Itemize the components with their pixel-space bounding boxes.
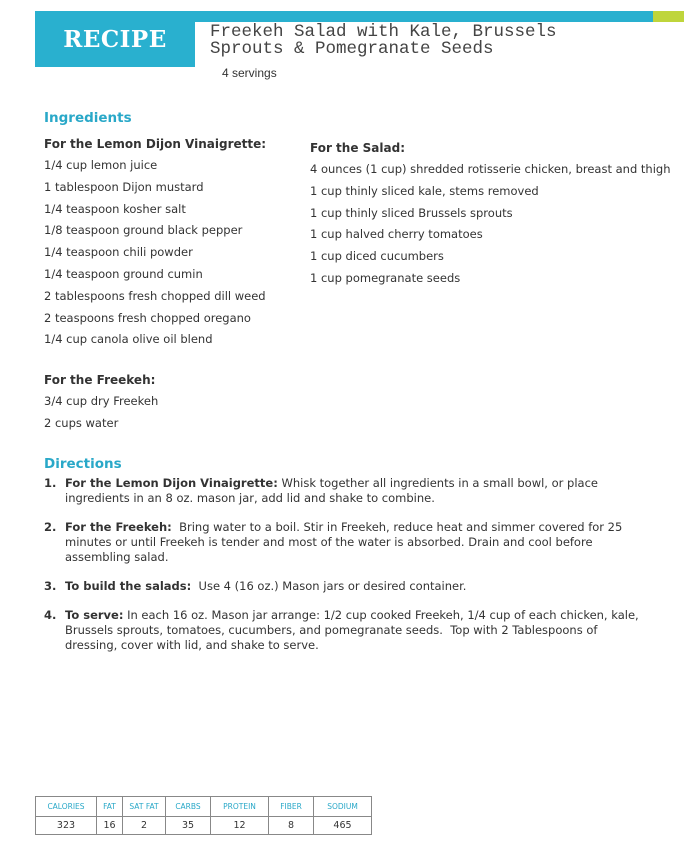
direction-step	[44, 520, 644, 565]
directions-heading: Directions	[44, 456, 122, 472]
nutrition-header-sodium: SODIUM	[314, 797, 372, 817]
ingredient-item: 1 cup thinly sliced kale, stems removed	[310, 183, 539, 198]
nutrition-values-row	[36, 817, 372, 835]
nutrition-value-fat: 16	[97, 817, 123, 835]
salad-title: For the Salad:	[310, 141, 405, 155]
step-number: 4.	[44, 608, 57, 622]
nutrition-value-carbs: 35	[166, 817, 211, 835]
recipe-title	[210, 24, 670, 58]
vinaigrette-list	[44, 155, 266, 351]
step-text: In each 16 oz. Mason jar arrange: 1/2 cup cooked Freekeh, 1/4 cup of each chicken, kale, Brussels sprouts, tomatoes, cucumbers, and pomegranate seeds. Top with 2 Tablespoons of dressing, cover with lid, and shake to serve.	[65, 608, 643, 652]
step-label: For the Lemon Dijon Vinaigrette:	[65, 476, 278, 490]
direction-step	[44, 579, 644, 594]
salad-ingredients	[310, 137, 671, 290]
step-text: Whisk together all ingredients in a small bowl, or place ingredients in an 8 oz. mason jar, add lid and shake to combine.	[65, 476, 602, 505]
nutrition-value-fiber: 8	[269, 817, 314, 835]
ingredient-item: 2 teaspoons fresh chopped oregano	[44, 310, 251, 325]
freekeh-ingredients	[44, 369, 158, 435]
step-number: 1.	[44, 476, 57, 490]
nutrition-header-calories: CALORIES	[36, 797, 97, 817]
nutrition-header-fiber: FIBER	[269, 797, 314, 817]
salad-list	[310, 159, 671, 290]
ingredient-item: 1/8 teaspoon ground black pepper	[44, 223, 243, 238]
nutrition-value-sodium: 465	[314, 817, 372, 835]
ingredient-item: 1/4 teaspoon chili powder	[44, 245, 193, 260]
ingredients-heading: Ingredients	[44, 110, 132, 126]
step-number: 2.	[44, 520, 57, 534]
directions-list	[44, 476, 644, 667]
nutrition-value-protein: 12	[211, 817, 269, 835]
nutrition-header-sat-fat: SAT FAT	[123, 797, 166, 817]
ingredient-item: 1 cup thinly sliced Brussels sprouts	[310, 205, 513, 220]
nutrition-header-carbs: CARBS	[166, 797, 211, 817]
recipe-title-line-2: Sprouts & Pomegranate Seeds	[210, 39, 494, 59]
ingredient-item: 1/4 cup canola olive oil blend	[44, 332, 213, 347]
step-body	[65, 608, 644, 653]
ingredient-item: 1/4 teaspoon ground cumin	[44, 266, 203, 281]
header-bar-accent	[653, 11, 684, 22]
step-label: To build the salads:	[65, 579, 192, 593]
direction-step	[44, 476, 644, 506]
recipe-badge-label: RECIPE	[63, 25, 167, 53]
ingredient-item: 1/4 teaspoon kosher salt	[44, 201, 186, 216]
ingredient-item: 1 tablespoon Dijon mustard	[44, 179, 204, 194]
nutrition-header-row	[36, 797, 372, 817]
nutrition-value-sat-fat: 2	[123, 817, 166, 835]
step-body	[65, 520, 644, 565]
step-number: 3.	[44, 579, 57, 593]
direction-step	[44, 608, 644, 653]
vinaigrette-title: For the Lemon Dijon Vinaigrette:	[44, 137, 267, 151]
freekeh-list	[44, 391, 158, 435]
ingredient-item: 1 cup diced cucumbers	[310, 249, 444, 264]
recipe-badge	[35, 11, 195, 67]
nutrition-value-calories: 323	[36, 817, 97, 835]
nutrition-table	[35, 796, 372, 835]
step-body	[65, 579, 466, 594]
ingredient-item: 1/4 cup lemon juice	[44, 158, 158, 172]
recipe-title-line-1: Freekeh Salad with Kale, Brussels	[210, 22, 557, 42]
step-body	[65, 476, 644, 506]
nutrition-header-fat: FAT	[97, 797, 123, 817]
ingredient-item: 3/4 cup dry Freekeh	[44, 394, 159, 408]
ingredient-item: 1 cup pomegranate seeds	[310, 270, 461, 285]
step-text: Bring water to a boil. Stir in Freekeh, reduce heat and simmer covered for 25 minutes or until Freekeh is tender and most of the water is absorbed. Drain and cool before assembling salad.	[65, 520, 626, 564]
step-text: Use 4 (16 oz.) Mason jars or desired container.	[191, 579, 467, 593]
step-label: To serve:	[65, 608, 124, 622]
vinaigrette-ingredients	[44, 133, 266, 351]
ingredient-item: 2 tablespoons fresh chopped dill weed	[44, 288, 266, 303]
freekeh-title: For the Freekeh:	[44, 373, 156, 387]
ingredient-item: 4 ounces (1 cup) shredded rotisserie chicken, breast and thigh	[310, 162, 671, 176]
step-label: For the Freekeh:	[65, 520, 172, 534]
servings: 4 servings	[222, 66, 277, 80]
ingredient-item: 1 cup halved cherry tomatoes	[310, 227, 483, 242]
ingredient-item: 2 cups water	[44, 415, 119, 430]
nutrition-header-protein: PROTEIN	[211, 797, 269, 817]
